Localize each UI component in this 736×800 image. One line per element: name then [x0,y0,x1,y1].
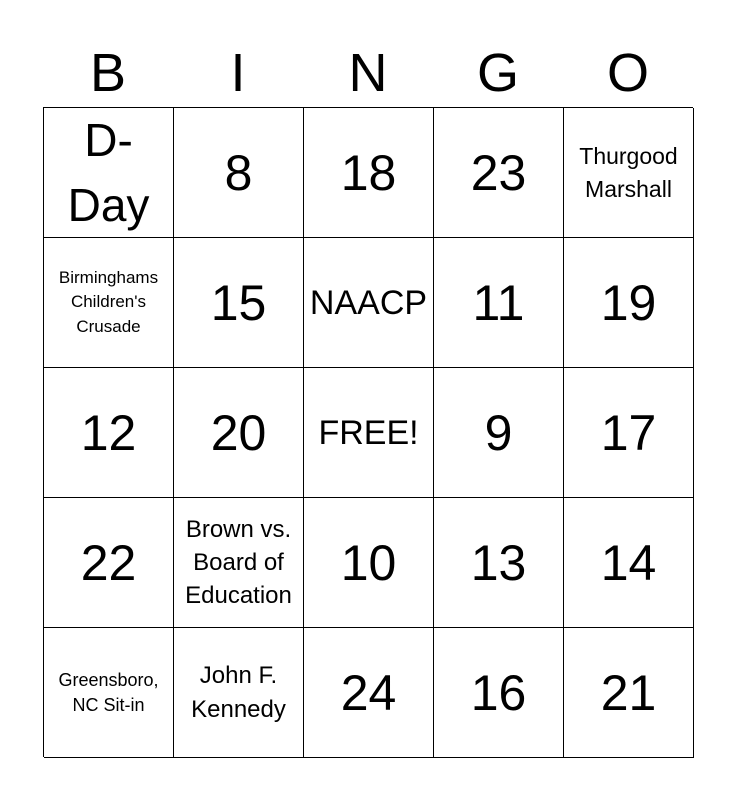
cell-text: 20 [210,404,267,461]
cell-text: Thurgood Marshall [579,143,678,202]
bingo-cell[interactable] [434,628,564,758]
bingo-cell[interactable] [174,108,304,238]
bingo-cell[interactable] [44,238,174,368]
cell-text: John F. Kennedy [191,662,286,723]
bingo-cell[interactable] [564,498,694,628]
cell-text: 21 [600,664,657,721]
bingo-cell[interactable] [174,238,304,368]
cell-text: 11 [472,274,525,331]
cell-text: 23 [470,144,527,201]
bingo-cell[interactable] [44,498,174,628]
cell-text: Greensboro, NC Sit-in [58,670,159,715]
cell-text: 24 [340,664,397,721]
cell-text: 15 [210,274,267,331]
cell-text: 14 [600,534,657,591]
bingo-cell[interactable] [304,238,434,368]
bingo-cell[interactable] [44,108,174,238]
free-space-cell[interactable] [304,368,434,498]
bingo-cell[interactable] [44,368,174,498]
bingo-cell[interactable] [434,368,564,498]
cell-text: 22 [80,534,137,591]
cell-text: 10 [340,534,397,591]
bingo-cell[interactable] [434,498,564,628]
cell-text: D- Day [67,114,150,231]
cell-text: 13 [470,534,527,591]
cell-text: Birminghams Children's Crusade [58,267,159,336]
bingo-cell[interactable] [564,368,694,498]
cell-text: 18 [340,144,397,201]
cell-text: 17 [600,404,657,461]
bingo-cell[interactable] [174,628,304,758]
bingo-cell[interactable] [174,368,304,498]
bingo-header [43,38,693,108]
header-letter-g: G [476,43,519,103]
bingo-cell[interactable] [44,628,174,758]
cell-text: 16 [470,664,527,721]
bingo-cell[interactable] [304,498,434,628]
header-letter-i: I [230,43,246,103]
cell-text: 19 [600,274,657,331]
cell-text: Brown vs. Board of Education [185,515,292,610]
cell-text: 9 [484,404,513,461]
bingo-cell[interactable] [304,628,434,758]
cell-text: FREE! [318,413,419,452]
cell-text: 8 [224,144,253,201]
header-letter-n: N [348,43,388,103]
header-letter-o: O [606,43,649,103]
bingo-cell[interactable] [564,628,694,758]
bingo-cell[interactable] [564,108,694,238]
header-letter-b: B [89,43,127,103]
bingo-cell[interactable] [304,108,434,238]
bingo-board [43,107,693,757]
cell-text: NAACP [309,283,428,322]
cell-text: 12 [80,404,137,461]
bingo-cell[interactable] [434,108,564,238]
bingo-cell[interactable] [174,498,304,628]
bingo-cell[interactable] [564,238,694,368]
bingo-cell[interactable] [434,238,564,368]
